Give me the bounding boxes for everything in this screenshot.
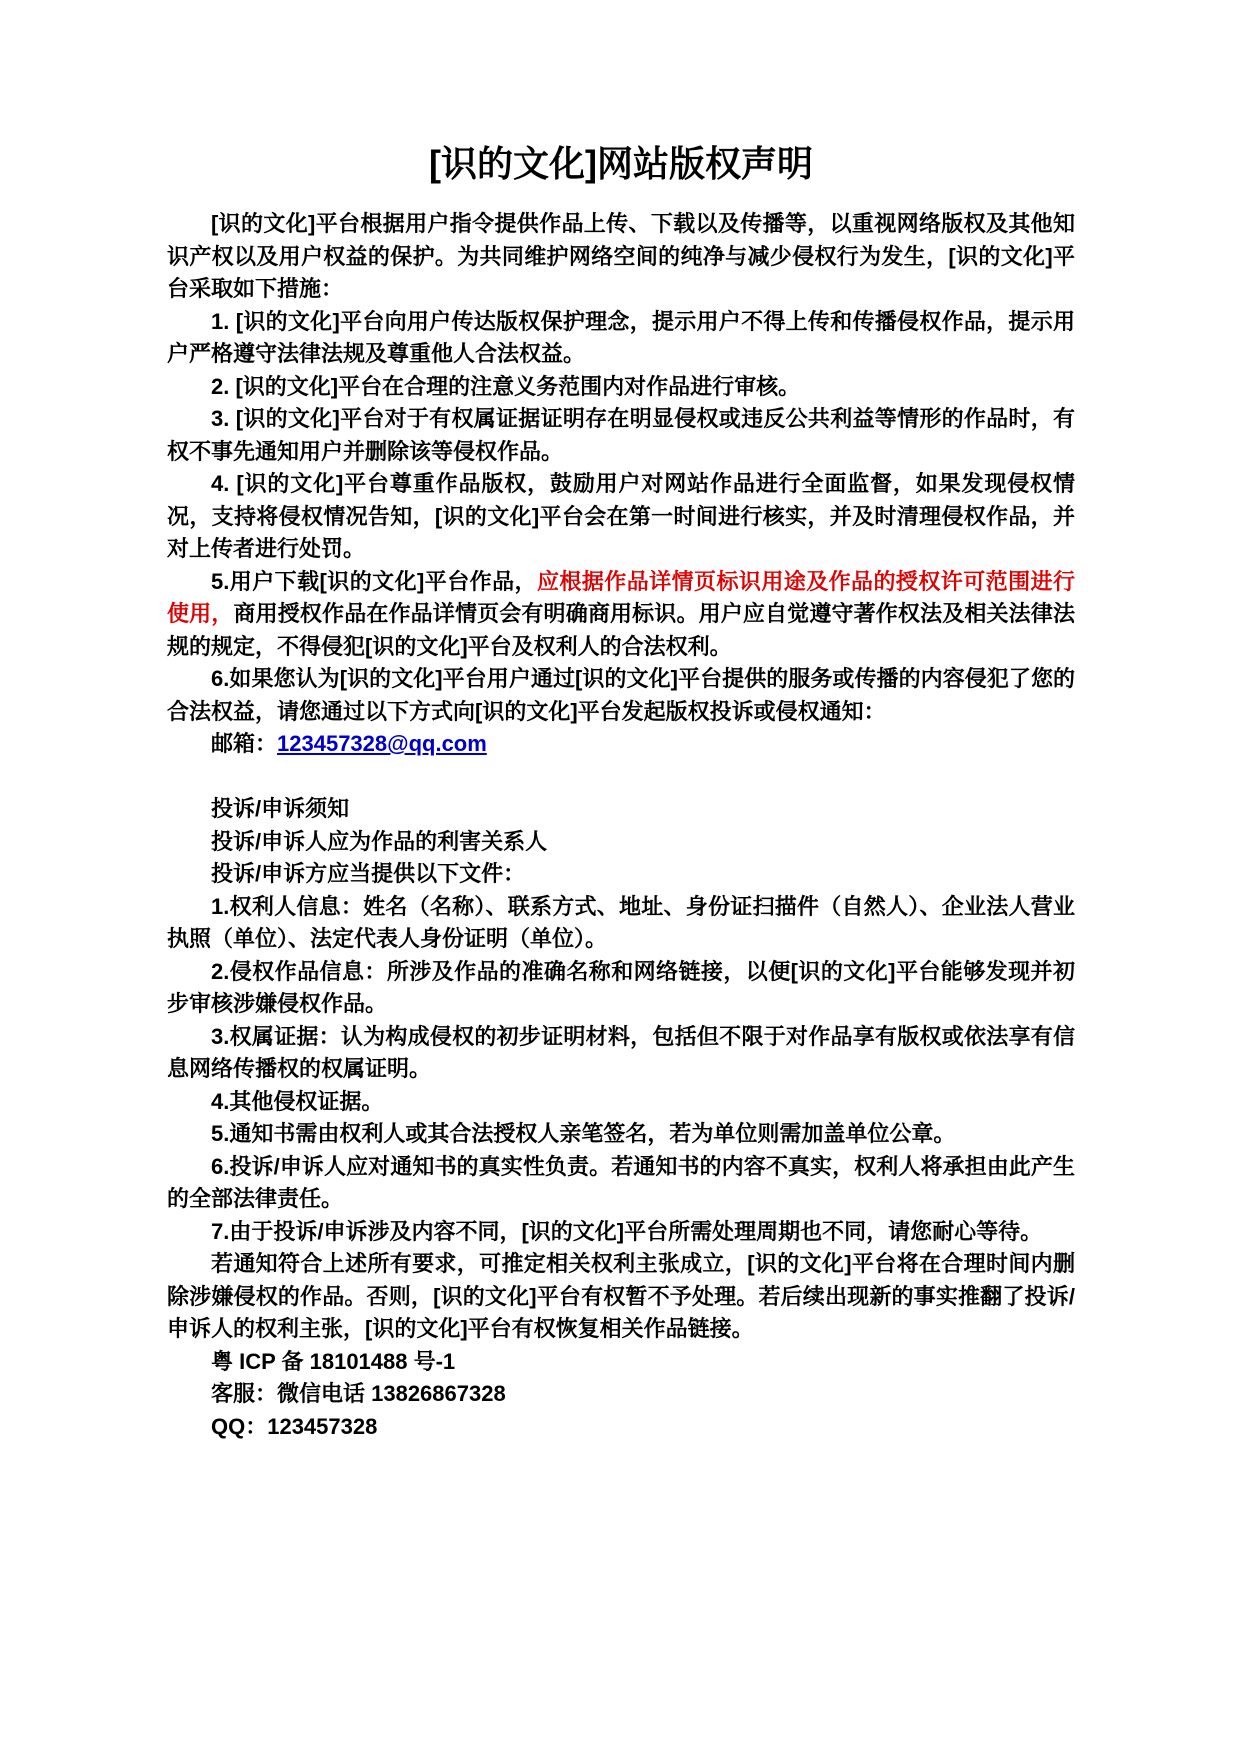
text-segment: QQ：123457328 [211, 1413, 378, 1439]
paragraph [167, 208, 1075, 306]
paragraph [167, 956, 1075, 1021]
paragraph [167, 1378, 1075, 1411]
text-segment: 1. [识的文化]平台向用户传达版权保护理念，提示用户不得上传和传播侵权作品，提示用户严格遵守法律法规及尊重他人合法权益。 [167, 308, 1075, 366]
text-segment: 1.权利人信息：姓名（名称）、联系方式、地址、身份证扫描件（自然人）、企业法人营业执照（单位）、法定代表人身份证明（单位）。 [167, 893, 1075, 951]
text-segment: 7.由于投诉/申诉涉及内容不同，[识的文化]平台所需处理周期也不同，请您耐心等待。 [211, 1218, 1043, 1244]
text-segment: 3.权属证据：认为构成侵权的初步证明材料，包括但不限于对作品享有版权或依法享有信息网络传播权的权属证明。 [167, 1023, 1075, 1081]
text-segment: 粤 ICP 备 18101488 号-1 [211, 1348, 456, 1374]
paragraph [167, 728, 1075, 761]
paragraph [167, 1216, 1075, 1249]
text-segment: 若通知符合上述所有要求，可推定相关权利主张成立，[识的文化]平台将在合理时间内删除涉嫌侵权的作品。否则，[识的文化]平台有权暂不予处理。若后续出现新的事实推翻了投诉/申诉人的权利主张，[识的文化]平台有权恢复相关作品链接。 [167, 1251, 1075, 1341]
text-segment: 投诉/申诉方应当提供以下文件： [211, 861, 526, 886]
paragraph [167, 306, 1075, 371]
text-segment: [识的文化]平台根据用户指令提供作品上传、下载以及传播等，以重视网络版权及其他知识产权以及用户权益的保护。为共同维护网络空间的纯净与减少侵权行为发生，[识的文化]平台采取如下措施： [167, 211, 1075, 301]
text-segment: 6.投诉/申诉人应对通知书的真实性负责。若通知书的内容不真实，权利人将承担由此产生的全部法律责任。 [167, 1153, 1075, 1211]
paragraph [167, 1021, 1075, 1086]
text-segment: 3. [识的文化]平台对于有权属证据证明存在明显侵权或违反公共利益等情形的作品时，有权不事先通知用户并删除该等侵权作品。 [167, 406, 1075, 464]
text-segment: 投诉/申诉人应为作品的利害关系人 [211, 828, 548, 854]
text-segment: 4. [识的文化]平台尊重作品版权，鼓励用户对网站作品进行全面监督，如果发现侵权情况，支持将侵权情况告知，[识的文化]平台会在第一时间进行核实，并及时清理侵权作品，并对上传者进行处罚。 [167, 471, 1075, 561]
paragraph [167, 858, 1075, 891]
blank-line [167, 761, 1075, 794]
paragraph [167, 1118, 1075, 1151]
paragraph [167, 1151, 1075, 1216]
paragraph [167, 371, 1075, 404]
text-segment: 商用授权作品在作品详情页会有明确商用标识。用户应自觉遵守著作权法及相关法律法规的规定，不得侵犯[识的文化]平台及权利人的合法权利。 [167, 601, 1075, 659]
paragraph [167, 793, 1075, 826]
text-segment: 4.其他侵权证据。 [211, 1088, 384, 1114]
paragraph [167, 1346, 1075, 1379]
paragraph [167, 403, 1075, 468]
highlighted-text: 应根据作品详情页标识用途及作品的授权许可范围进行使用， [167, 568, 1075, 626]
paragraph [167, 663, 1075, 728]
paragraph [167, 468, 1075, 566]
paragraph [167, 1248, 1075, 1346]
document-body [167, 208, 1075, 1443]
document-content [167, 140, 1075, 1443]
paragraph [167, 1086, 1075, 1119]
text-segment: 2.侵权作品信息：所涉及作品的准确名称和网络链接，以便[识的文化]平台能够发现并初步审核涉嫌侵权作品。 [167, 958, 1075, 1016]
text-segment: 邮箱： [211, 731, 278, 756]
text-segment: 2. [识的文化]平台在合理的注意义务范围内对作品进行审核。 [211, 373, 801, 399]
text-segment: 5.用户下载[识的文化]平台作品， [211, 568, 537, 594]
paragraph [167, 1411, 1075, 1444]
paragraph [167, 826, 1075, 859]
text-segment: 客服：微信电话 13826867328 [211, 1381, 506, 1406]
paragraph [167, 566, 1075, 664]
email-link[interactable]: 123457328@qq.com [277, 731, 487, 756]
text-segment: 5.通知书需由权利人或其合法授权人亲笔签名，若为单位则需加盖单位公章。 [211, 1121, 956, 1146]
page-title: [识的文化]网站版权声明 [429, 143, 813, 184]
paragraph [167, 891, 1075, 956]
text-segment: 6.如果您认为[识的文化]平台用户通过[识的文化]平台提供的服务或传播的内容侵犯了您的合法权益，请您通过以下方式向[识的文化]平台发起版权投诉或侵权通知： [167, 666, 1075, 724]
text-segment: 投诉/申诉须知 [211, 796, 350, 821]
